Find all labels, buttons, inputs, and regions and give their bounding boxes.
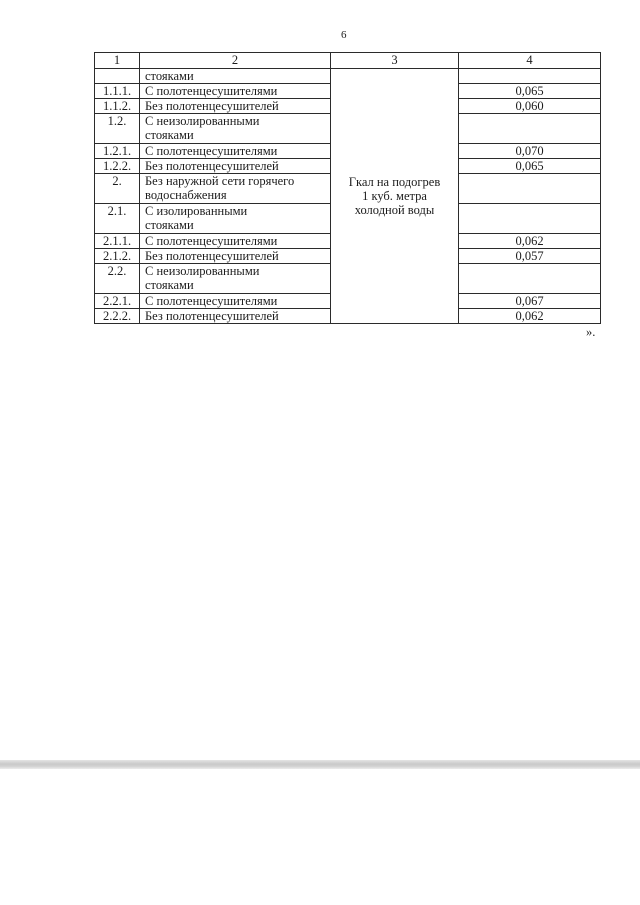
row-description — [140, 309, 331, 324]
row-value: 0,065 — [459, 84, 601, 99]
row-description-line: водоснабжения — [145, 188, 227, 202]
row-number: 2.1. — [95, 204, 140, 234]
row-number: 1.2.1. — [95, 144, 140, 159]
row-value — [459, 69, 601, 84]
closing-quote-mark: ». — [586, 325, 596, 339]
row-description-line: Без наружной сети горячего — [145, 174, 295, 188]
row-description — [140, 99, 331, 114]
table-body — [95, 69, 601, 324]
header-cell-3: 3 — [331, 53, 459, 69]
row-number: 1.2. — [95, 114, 140, 144]
row-value — [459, 114, 601, 144]
header-cell-2: 2 — [140, 53, 331, 69]
row-description — [140, 264, 331, 294]
row-number: 2.2.1. — [95, 294, 140, 309]
row-description — [140, 204, 331, 234]
row-number — [95, 69, 140, 84]
row-value — [459, 204, 601, 234]
row-description-line: С полотенцесушителями — [145, 144, 278, 158]
unit-of-measure-line: холодной воды — [354, 203, 435, 217]
row-number: 2.1.2. — [95, 249, 140, 264]
row-description-line: стояками — [145, 128, 194, 142]
row-value — [459, 264, 601, 294]
row-description-line: С неизолированными — [145, 264, 260, 278]
row-number: 1.1.2. — [95, 99, 140, 114]
table-header — [95, 53, 601, 69]
row-description-line: Без полотенцесушителей — [145, 99, 279, 113]
page-number: 6 — [341, 29, 347, 41]
row-description — [140, 159, 331, 174]
scan-edge-shadow — [0, 760, 640, 769]
row-description-line: стояками — [145, 218, 194, 232]
header-cell-1: 1 — [95, 53, 140, 69]
row-description-line: Без полотенцесушителей — [145, 159, 279, 173]
header-row — [95, 53, 601, 69]
row-description-line: стояками — [145, 278, 194, 292]
row-description — [140, 144, 331, 159]
row-description — [140, 174, 331, 204]
row-description — [140, 234, 331, 249]
table-row — [95, 69, 601, 84]
row-description-line: Без полотенцесушителей — [145, 309, 279, 323]
row-description — [140, 84, 331, 99]
row-number: 2.2.2. — [95, 309, 140, 324]
row-description-line: С неизолированными — [145, 114, 260, 128]
row-value: 0,065 — [459, 159, 601, 174]
row-description — [140, 294, 331, 309]
row-value: 0,062 — [459, 309, 601, 324]
row-value: 0,057 — [459, 249, 601, 264]
row-description-line: Без полотенцесушителей — [145, 249, 279, 263]
row-number: 1.2.2. — [95, 159, 140, 174]
row-description — [140, 114, 331, 144]
row-description-line: С полотенцесушителями — [145, 234, 278, 248]
row-description — [140, 69, 331, 84]
header-cell-4: 4 — [459, 53, 601, 69]
row-number: 2.1.1. — [95, 234, 140, 249]
row-description — [140, 249, 331, 264]
row-value — [459, 174, 601, 204]
row-description-line: С полотенцесушителями — [145, 294, 278, 308]
unit-of-measure-line: Гкал на подогрев — [348, 175, 441, 189]
row-value: 0,062 — [459, 234, 601, 249]
row-value: 0,070 — [459, 144, 601, 159]
row-number: 1.1.1. — [95, 84, 140, 99]
row-description-line: С изолированными — [145, 204, 248, 218]
row-value: 0,067 — [459, 294, 601, 309]
row-number: 2.2. — [95, 264, 140, 294]
row-value: 0,060 — [459, 99, 601, 114]
unit-of-measure-cell — [331, 69, 459, 324]
row-number: 2. — [95, 174, 140, 204]
row-description-line: стояками — [145, 69, 194, 83]
norms-table — [94, 52, 601, 324]
unit-of-measure-line: 1 куб. метра — [362, 189, 427, 203]
row-description-line: С полотенцесушителями — [145, 84, 278, 98]
